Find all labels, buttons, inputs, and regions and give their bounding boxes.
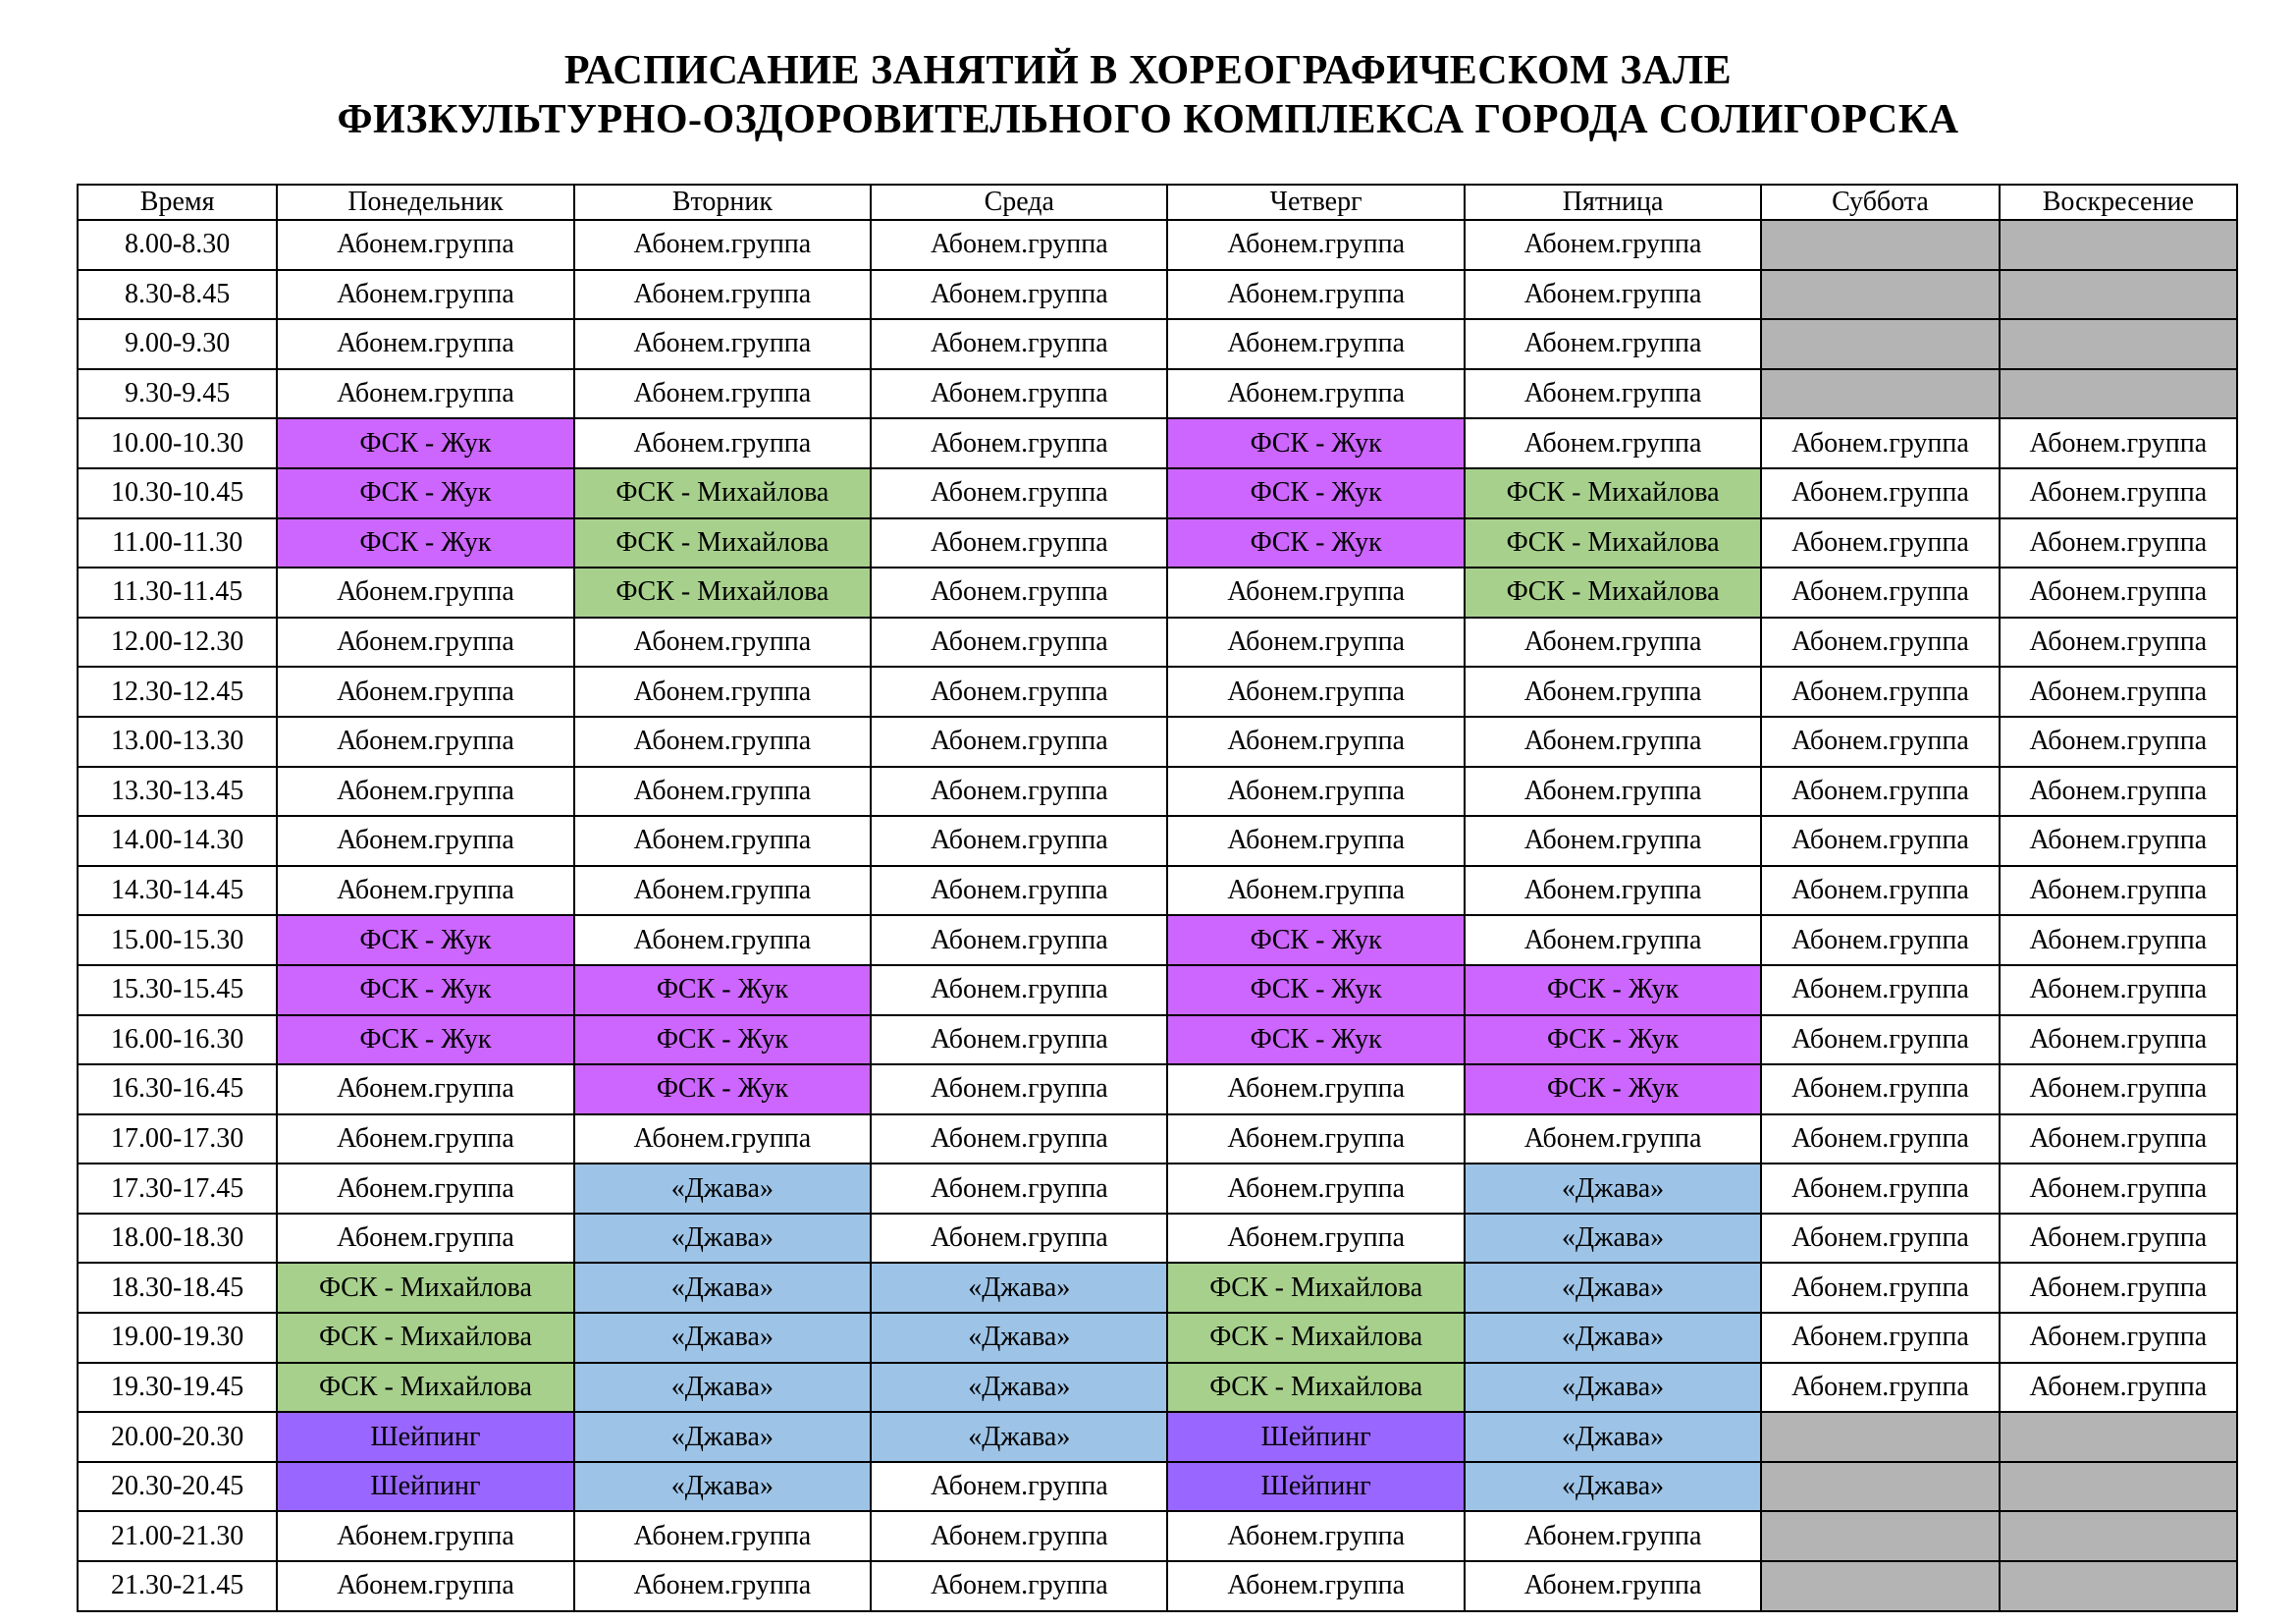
session-cell: Абонем.группа	[1761, 1214, 1999, 1264]
session-cell: Абонем.группа	[1465, 816, 1761, 866]
session-cell: ФСК - Михайлова	[574, 468, 871, 518]
session-cell: ФСК - Жук	[277, 1015, 573, 1065]
session-cell: Абонем.группа	[1761, 568, 1999, 618]
table-row	[78, 1114, 2237, 1164]
session-cell: ФСК - Жук	[277, 468, 573, 518]
session-cell: Абонем.группа	[2000, 767, 2237, 817]
session-cell: Абонем.группа	[574, 1511, 871, 1561]
table-row	[78, 1313, 2237, 1363]
session-cell: Абонем.группа	[1761, 1015, 1999, 1065]
session-cell: Абонем.группа	[1761, 618, 1999, 668]
session-cell: Абонем.группа	[1465, 270, 1761, 320]
session-cell: Абонем.группа	[574, 667, 871, 717]
empty-cell	[1761, 1462, 1999, 1512]
time-cell: 8.30-8.45	[78, 270, 277, 320]
session-cell: Абонем.группа	[1167, 319, 1464, 369]
table-row	[78, 816, 2237, 866]
table-row	[78, 1263, 2237, 1313]
column-header-time: Время	[78, 185, 277, 220]
session-cell: ФСК - Михайлова	[277, 1363, 573, 1413]
table-row	[78, 319, 2237, 369]
column-header-sunday: Воскресение	[2000, 185, 2237, 220]
session-cell: Абонем.группа	[1761, 965, 1999, 1015]
session-cell: ФСК - Жук	[1465, 965, 1761, 1015]
session-cell: Абонем.группа	[574, 915, 871, 965]
session-cell: ФСК - Михайлова	[1465, 468, 1761, 518]
session-cell: Абонем.группа	[1465, 319, 1761, 369]
session-cell: «Джава»	[871, 1363, 1167, 1413]
table-row	[78, 1214, 2237, 1264]
session-cell: Абонем.группа	[1465, 418, 1761, 468]
session-cell: ФСК - Михайлова	[1167, 1363, 1464, 1413]
session-cell: Абонем.группа	[1761, 1313, 1999, 1363]
table-row	[78, 1511, 2237, 1561]
session-cell: «Джава»	[574, 1412, 871, 1462]
time-cell: 21.30-21.45	[78, 1561, 277, 1611]
session-cell: Абонем.группа	[574, 270, 871, 320]
session-cell: ФСК - Жук	[1167, 518, 1464, 568]
session-cell: Абонем.группа	[574, 369, 871, 419]
time-cell: 15.00-15.30	[78, 915, 277, 965]
session-cell: Абонем.группа	[1167, 1214, 1464, 1264]
session-cell: Абонем.группа	[277, 319, 573, 369]
session-cell: Абонем.группа	[2000, 816, 2237, 866]
session-cell: Абонем.группа	[1167, 767, 1464, 817]
session-cell: Абонем.группа	[1761, 816, 1999, 866]
session-cell: ФСК - Жук	[1167, 965, 1464, 1015]
session-cell: Абонем.группа	[2000, 1214, 2237, 1264]
session-cell: «Джава»	[871, 1313, 1167, 1363]
table-row	[78, 1561, 2237, 1611]
session-cell: Абонем.группа	[1465, 767, 1761, 817]
session-cell: Абонем.группа	[2000, 1064, 2237, 1114]
session-cell: «Джава»	[1465, 1214, 1761, 1264]
session-cell: «Джава»	[1465, 1363, 1761, 1413]
session-cell: Абонем.группа	[574, 866, 871, 916]
session-cell: Абонем.группа	[277, 369, 573, 419]
session-cell: ФСК - Жук	[1465, 1064, 1761, 1114]
session-cell: «Джава»	[574, 1462, 871, 1512]
session-cell: Абонем.группа	[1761, 468, 1999, 518]
session-cell: Абонем.группа	[2000, 1114, 2237, 1164]
time-cell: 9.00-9.30	[78, 319, 277, 369]
empty-cell	[2000, 1462, 2237, 1512]
session-cell: Абонем.группа	[277, 717, 573, 767]
session-cell: Абонем.группа	[1167, 717, 1464, 767]
session-cell: Абонем.группа	[1761, 1064, 1999, 1114]
session-cell: «Джава»	[574, 1263, 871, 1313]
session-cell: Абонем.группа	[871, 965, 1167, 1015]
session-cell: Абонем.группа	[1167, 667, 1464, 717]
session-cell: Абонем.группа	[871, 468, 1167, 518]
session-cell: Абонем.группа	[1465, 618, 1761, 668]
session-cell: ФСК - Жук	[574, 1064, 871, 1114]
time-cell: 20.30-20.45	[78, 1462, 277, 1512]
session-cell: Абонем.группа	[1167, 369, 1464, 419]
session-cell: Абонем.группа	[871, 1462, 1167, 1512]
time-cell: 14.00-14.30	[78, 816, 277, 866]
session-cell: Абонем.группа	[871, 1561, 1167, 1611]
session-cell: Абонем.группа	[1167, 866, 1464, 916]
session-cell: Абонем.группа	[277, 1064, 573, 1114]
session-cell: Абонем.группа	[574, 767, 871, 817]
table-row	[78, 1015, 2237, 1065]
table-row	[78, 866, 2237, 916]
session-cell: Абонем.группа	[1167, 1164, 1464, 1214]
session-cell: Абонем.группа	[871, 1214, 1167, 1264]
session-cell: Абонем.группа	[871, 866, 1167, 916]
table-row	[78, 518, 2237, 568]
session-cell: Абонем.группа	[277, 1511, 573, 1561]
session-cell: Абонем.группа	[1465, 717, 1761, 767]
session-cell: Абонем.группа	[277, 816, 573, 866]
session-cell: Абонем.группа	[1167, 1064, 1464, 1114]
session-cell: ФСК - Жук	[574, 1015, 871, 1065]
session-cell: Абонем.группа	[871, 816, 1167, 866]
table-row	[78, 1462, 2237, 1512]
column-header-tuesday: Вторник	[574, 185, 871, 220]
empty-cell	[1761, 369, 1999, 419]
session-cell: Абонем.группа	[2000, 568, 2237, 618]
time-cell: 10.30-10.45	[78, 468, 277, 518]
session-cell: Абонем.группа	[2000, 717, 2237, 767]
session-cell: ФСК - Жук	[277, 518, 573, 568]
time-cell: 11.30-11.45	[78, 568, 277, 618]
session-cell: Абонем.группа	[871, 1164, 1167, 1214]
session-cell: ФСК - Михайлова	[277, 1263, 573, 1313]
session-cell: Абонем.группа	[277, 667, 573, 717]
table-row	[78, 965, 2237, 1015]
session-cell: Абонем.группа	[871, 319, 1167, 369]
time-cell: 11.00-11.30	[78, 518, 277, 568]
time-cell: 13.30-13.45	[78, 767, 277, 817]
table-row	[78, 468, 2237, 518]
session-cell: Абонем.группа	[277, 1561, 573, 1611]
time-cell: 16.00-16.30	[78, 1015, 277, 1065]
session-cell: Абонем.группа	[574, 1114, 871, 1164]
session-cell: Абонем.группа	[1761, 1164, 1999, 1214]
session-cell: Абонем.группа	[1761, 866, 1999, 916]
table-row	[78, 1363, 2237, 1413]
empty-cell	[2000, 220, 2237, 270]
session-cell: Абонем.группа	[1465, 915, 1761, 965]
session-cell: ФСК - Жук	[1167, 915, 1464, 965]
session-cell: ФСК - Михайлова	[574, 518, 871, 568]
column-header-saturday: Суббота	[1761, 185, 1999, 220]
time-cell: 17.30-17.45	[78, 1164, 277, 1214]
time-cell: 16.30-16.45	[78, 1064, 277, 1114]
session-cell: Абонем.группа	[871, 1015, 1167, 1065]
session-cell: Абонем.группа	[2000, 418, 2237, 468]
session-cell: Абонем.группа	[1761, 1263, 1999, 1313]
session-cell: Абонем.группа	[277, 1164, 573, 1214]
session-cell: Абонем.группа	[1167, 1114, 1464, 1164]
table-row	[78, 1164, 2237, 1214]
empty-cell	[1761, 319, 1999, 369]
time-cell: 17.00-17.30	[78, 1114, 277, 1164]
empty-cell	[2000, 1511, 2237, 1561]
session-cell: «Джава»	[574, 1164, 871, 1214]
time-cell: 13.00-13.30	[78, 717, 277, 767]
session-cell: Абонем.группа	[1465, 667, 1761, 717]
session-cell: Абонем.группа	[1167, 1511, 1464, 1561]
session-cell: ФСК - Жук	[277, 418, 573, 468]
session-cell: Абонем.группа	[2000, 1164, 2237, 1214]
session-cell: Шейпинг	[1167, 1462, 1464, 1512]
time-cell: 9.30-9.45	[78, 369, 277, 419]
session-cell: Абонем.группа	[1761, 518, 1999, 568]
session-cell: Абонем.группа	[1761, 915, 1999, 965]
session-cell: «Джава»	[1465, 1263, 1761, 1313]
session-cell: Абонем.группа	[871, 220, 1167, 270]
session-cell: Абонем.группа	[277, 220, 573, 270]
session-cell: Абонем.группа	[1761, 418, 1999, 468]
page-title-line-1: РАСПИСАНИЕ ЗАНЯТИЙ В ХОРЕОГРАФИЧЕСКОМ ЗАЛЕ	[563, 48, 1733, 93]
session-cell: Абонем.группа	[1167, 1561, 1464, 1611]
table-row	[78, 369, 2237, 419]
session-cell: Абонем.группа	[1465, 1114, 1761, 1164]
empty-cell	[2000, 369, 2237, 419]
empty-cell	[2000, 319, 2237, 369]
session-cell: Абонем.группа	[277, 1114, 573, 1164]
table-row	[78, 418, 2237, 468]
session-cell: Абонем.группа	[1761, 717, 1999, 767]
session-cell: ФСК - Михайлова	[1465, 568, 1761, 618]
session-cell: «Джава»	[871, 1263, 1167, 1313]
session-cell: Абонем.группа	[2000, 915, 2237, 965]
session-cell: Абонем.группа	[871, 568, 1167, 618]
session-cell: Абонем.группа	[871, 618, 1167, 668]
session-cell: «Джава»	[574, 1363, 871, 1413]
table-row	[78, 270, 2237, 320]
session-cell: Абонем.группа	[574, 418, 871, 468]
session-cell: ФСК - Жук	[277, 915, 573, 965]
session-cell: Абонем.группа	[574, 717, 871, 767]
session-cell: Абонем.группа	[1167, 220, 1464, 270]
empty-cell	[2000, 1561, 2237, 1611]
session-cell: Абонем.группа	[871, 717, 1167, 767]
table-row	[78, 1064, 2237, 1114]
session-cell: Абонем.группа	[1167, 270, 1464, 320]
table-row	[78, 220, 2237, 270]
session-cell: Абонем.группа	[1167, 816, 1464, 866]
session-cell: Абонем.группа	[1465, 220, 1761, 270]
session-cell: ФСК - Жук	[1167, 418, 1464, 468]
time-cell: 8.00-8.30	[78, 220, 277, 270]
header-row	[78, 185, 2237, 220]
empty-cell	[1761, 1412, 1999, 1462]
time-cell: 14.30-14.45	[78, 866, 277, 916]
session-cell: ФСК - Михайлова	[1465, 518, 1761, 568]
session-cell: Абонем.группа	[574, 618, 871, 668]
session-cell: Абонем.группа	[871, 1064, 1167, 1114]
session-cell: Абонем.группа	[2000, 866, 2237, 916]
table-row	[78, 915, 2237, 965]
session-cell: Абонем.группа	[1761, 767, 1999, 817]
session-cell: Абонем.группа	[574, 816, 871, 866]
time-cell: 21.00-21.30	[78, 1511, 277, 1561]
session-cell: Абонем.группа	[1167, 618, 1464, 668]
session-cell: Абонем.группа	[574, 319, 871, 369]
session-cell: Абонем.группа	[2000, 667, 2237, 717]
session-cell: «Джава»	[1465, 1462, 1761, 1512]
session-cell: «Джава»	[574, 1313, 871, 1363]
column-header-monday: Понедельник	[277, 185, 573, 220]
session-cell: ФСК - Жук	[1465, 1015, 1761, 1065]
empty-cell	[1761, 1511, 1999, 1561]
session-cell: Абонем.группа	[277, 568, 573, 618]
schedule-table	[77, 184, 2238, 1612]
session-cell: Абонем.группа	[277, 767, 573, 817]
table-row	[78, 667, 2237, 717]
session-cell: Абонем.группа	[871, 418, 1167, 468]
session-cell: ФСК - Михайлова	[277, 1313, 573, 1363]
session-cell: Абонем.группа	[2000, 965, 2237, 1015]
session-cell: Абонем.группа	[871, 270, 1167, 320]
column-header-friday: Пятница	[1465, 185, 1761, 220]
empty-cell	[2000, 270, 2237, 320]
session-cell: «Джава»	[871, 1412, 1167, 1462]
session-cell: Абонем.группа	[871, 369, 1167, 419]
time-cell: 12.00-12.30	[78, 618, 277, 668]
session-cell: Абонем.группа	[2000, 1015, 2237, 1065]
session-cell: Абонем.группа	[871, 915, 1167, 965]
session-cell: Абонем.группа	[2000, 468, 2237, 518]
session-cell: Шейпинг	[1167, 1412, 1464, 1462]
session-cell: Абонем.группа	[1761, 667, 1999, 717]
session-cell: «Джава»	[1465, 1164, 1761, 1214]
session-cell: Абонем.группа	[1465, 1511, 1761, 1561]
session-cell: Абонем.группа	[2000, 518, 2237, 568]
session-cell: Абонем.группа	[1465, 866, 1761, 916]
time-cell: 19.30-19.45	[78, 1363, 277, 1413]
session-cell: Абонем.группа	[871, 1114, 1167, 1164]
session-cell: Шейпинг	[277, 1412, 573, 1462]
table-row	[78, 767, 2237, 817]
session-cell: Абонем.группа	[871, 767, 1167, 817]
session-cell: Абонем.группа	[1465, 369, 1761, 419]
table-row	[78, 717, 2237, 767]
session-cell: «Джава»	[1465, 1313, 1761, 1363]
time-cell: 20.00-20.30	[78, 1412, 277, 1462]
time-cell: 15.30-15.45	[78, 965, 277, 1015]
session-cell: ФСК - Михайлова	[574, 568, 871, 618]
session-cell: Абонем.группа	[277, 618, 573, 668]
session-cell: Абонем.группа	[1167, 568, 1464, 618]
time-cell: 18.30-18.45	[78, 1263, 277, 1313]
empty-cell	[1761, 220, 1999, 270]
session-cell: Абонем.группа	[574, 220, 871, 270]
time-cell: 18.00-18.30	[78, 1214, 277, 1264]
time-cell: 19.00-19.30	[78, 1313, 277, 1363]
session-cell: ФСК - Михайлова	[1167, 1263, 1464, 1313]
session-cell: Абонем.группа	[871, 518, 1167, 568]
session-cell: Абонем.группа	[2000, 1263, 2237, 1313]
session-cell: Абонем.группа	[2000, 1313, 2237, 1363]
empty-cell	[1761, 1561, 1999, 1611]
empty-cell	[2000, 1412, 2237, 1462]
session-cell: Абонем.группа	[871, 667, 1167, 717]
session-cell: ФСК - Жук	[1167, 1015, 1464, 1065]
session-cell: «Джава»	[574, 1214, 871, 1264]
schedule-body	[78, 220, 2237, 1611]
session-cell: Шейпинг	[277, 1462, 573, 1512]
session-cell: Абонем.группа	[574, 1561, 871, 1611]
session-cell: Абонем.группа	[1761, 1114, 1999, 1164]
session-cell: ФСК - Михайлова	[1167, 1313, 1464, 1363]
table-row	[78, 568, 2237, 618]
table-row	[78, 618, 2237, 668]
session-cell: Абонем.группа	[277, 1214, 573, 1264]
session-cell: Абонем.группа	[2000, 618, 2237, 668]
table-row	[78, 1412, 2237, 1462]
empty-cell	[1761, 270, 1999, 320]
page-title-line-2: ФИЗКУЛЬТУРНО-ОЗДОРОВИТЕЛЬНОГО КОМПЛЕКСА ГОРОДА СОЛИГОРСКА	[337, 97, 1959, 142]
session-cell: Абонем.группа	[871, 1511, 1167, 1561]
session-cell: Абонем.группа	[277, 866, 573, 916]
session-cell: Абонем.группа	[2000, 1363, 2237, 1413]
column-header-wednesday: Среда	[871, 185, 1167, 220]
session-cell: «Джава»	[1465, 1412, 1761, 1462]
session-cell: ФСК - Жук	[1167, 468, 1464, 518]
time-cell: 12.30-12.45	[78, 667, 277, 717]
session-cell: Абонем.группа	[1465, 1561, 1761, 1611]
column-header-thursday: Четверг	[1167, 185, 1464, 220]
time-cell: 10.00-10.30	[78, 418, 277, 468]
session-cell: ФСК - Жук	[277, 965, 573, 1015]
session-cell: ФСК - Жук	[574, 965, 871, 1015]
session-cell: Абонем.группа	[277, 270, 573, 320]
session-cell: Абонем.группа	[1761, 1363, 1999, 1413]
